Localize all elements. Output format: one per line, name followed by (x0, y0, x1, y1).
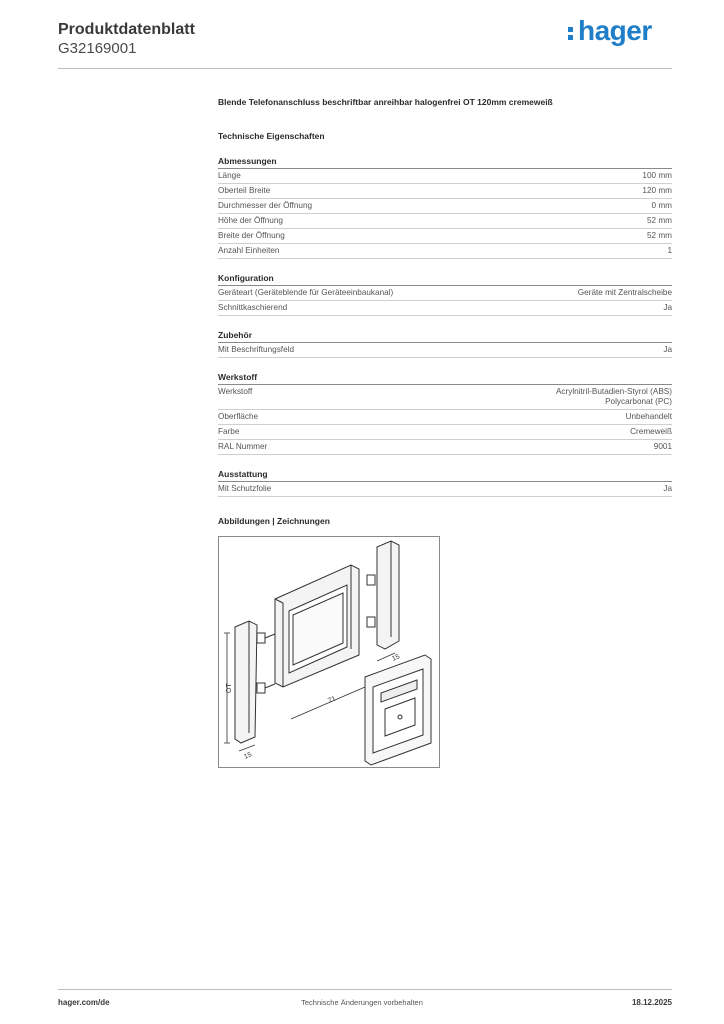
property-row (218, 199, 672, 214)
footer-website-link[interactable]: hager.com/de (58, 998, 110, 1007)
section-heading: Zubehör (218, 329, 672, 343)
property-value-line: 52 mm (646, 216, 672, 225)
property-row (218, 214, 672, 229)
property-value-line: Unbehandelt (625, 412, 672, 421)
property-value-line: 9001 (653, 442, 672, 451)
property-label: Länge (218, 171, 241, 180)
property-row (218, 184, 672, 199)
footer-disclaimer: Technische Änderungen vorbehalten (301, 998, 423, 1007)
property-row (218, 169, 672, 184)
property-value-line: Cremeweiß (630, 427, 672, 436)
property-label: Mit Beschriftungsfeld (218, 345, 294, 354)
property-row (218, 286, 672, 301)
section-heading: Abmessungen (218, 155, 672, 169)
property-label: Durchmesser der Öffnung (218, 201, 313, 210)
property-value (663, 345, 672, 355)
document-title: Produktdatenblatt (58, 21, 195, 38)
property-value-line: 1 (667, 246, 672, 255)
property-row (218, 425, 672, 440)
property-row (218, 410, 672, 425)
property-value (626, 412, 672, 422)
frame-part (275, 565, 359, 687)
property-value-line: Polycarbonat (PC) (605, 397, 672, 406)
property-label: Anzahl Einheiten (218, 246, 280, 255)
property-value (642, 171, 672, 181)
property-value (667, 246, 672, 256)
section-heading: Werkstoff (218, 371, 672, 385)
property-value (663, 484, 672, 494)
hager-logo[interactable] (568, 14, 658, 48)
section-heading: Ausstattung (218, 468, 672, 482)
property-label: Schnittkaschierend (218, 303, 288, 312)
property-label: Oberteil Breite (218, 186, 271, 195)
front-cover-part (365, 655, 431, 765)
property-value (663, 303, 672, 313)
property-value (578, 288, 672, 298)
property-value (556, 387, 672, 407)
property-label: Mit Schutzfolie (218, 484, 272, 493)
property-label: Höhe der Öffnung (218, 216, 283, 225)
property-row (218, 440, 672, 455)
drawings-heading: Abbildungen | Zeichnungen (218, 516, 330, 526)
property-value-line: Ja (663, 484, 672, 493)
product-title: Blende Telefonanschluss beschriftbar anreihbar halogenfrei OT 120mm cremeweiß (218, 97, 553, 107)
section-heading: Konfiguration (218, 272, 672, 286)
property-row (218, 343, 672, 358)
property-value-line: 0 mm (651, 201, 672, 210)
property-value (647, 231, 672, 241)
left-side-part (235, 621, 275, 743)
product-drawing-svg (219, 537, 439, 767)
product-code: G32169001 (58, 40, 137, 57)
property-value-line: Acrylnitril-Butadien-Styrol (ABS) (555, 387, 672, 396)
property-row (218, 301, 672, 316)
section-werkstoff (218, 371, 672, 455)
property-value (647, 216, 672, 226)
property-value-line: 52 mm (646, 231, 672, 240)
property-value-line: 100 mm (642, 171, 672, 180)
property-value-line: Ja (663, 345, 672, 354)
property-value-line: Ja (663, 303, 672, 312)
section-zubeh-r (218, 329, 672, 358)
section-abmessungen (218, 155, 672, 259)
property-label: Werkstoff (218, 387, 253, 396)
property-sections (218, 155, 672, 497)
section-ausstattung (218, 468, 672, 497)
logo-text: hager (578, 15, 652, 46)
property-label: Farbe (218, 427, 240, 436)
footer-date: 18.12.2025 (631, 998, 672, 1007)
right-side-part (367, 541, 399, 649)
property-label: RAL Nummer (218, 442, 268, 451)
technical-properties-heading: Technische Eigenschaften (218, 131, 325, 141)
header-divider (58, 68, 672, 69)
property-value-line: Geräte mit Zentralscheibe (577, 288, 672, 297)
property-row (218, 482, 672, 497)
dimension-label-depth-right: 15 (391, 653, 401, 663)
dimension-label-width: 71 (327, 695, 337, 705)
property-value (630, 427, 672, 437)
property-row (218, 229, 672, 244)
property-value (654, 442, 672, 452)
section-konfiguration (218, 272, 672, 316)
property-label: Geräteart (Geräteblende für Geräteeinbaukanal) (218, 288, 394, 297)
property-row (218, 244, 672, 259)
logo-dot-top (568, 27, 573, 32)
main-content (218, 96, 672, 768)
property-row (218, 385, 672, 410)
property-value-line: 120 mm (642, 186, 672, 195)
product-drawing (218, 536, 440, 768)
property-label: Breite der Öffnung (218, 231, 285, 240)
property-label: Oberfläche (218, 412, 259, 421)
logo-dot-bottom (568, 35, 573, 40)
footer-divider (58, 989, 672, 990)
dimension-label-depth-left: 15 (243, 751, 253, 761)
property-value (642, 186, 672, 196)
property-value (652, 201, 672, 211)
dimension-label-height: OT (226, 683, 233, 693)
